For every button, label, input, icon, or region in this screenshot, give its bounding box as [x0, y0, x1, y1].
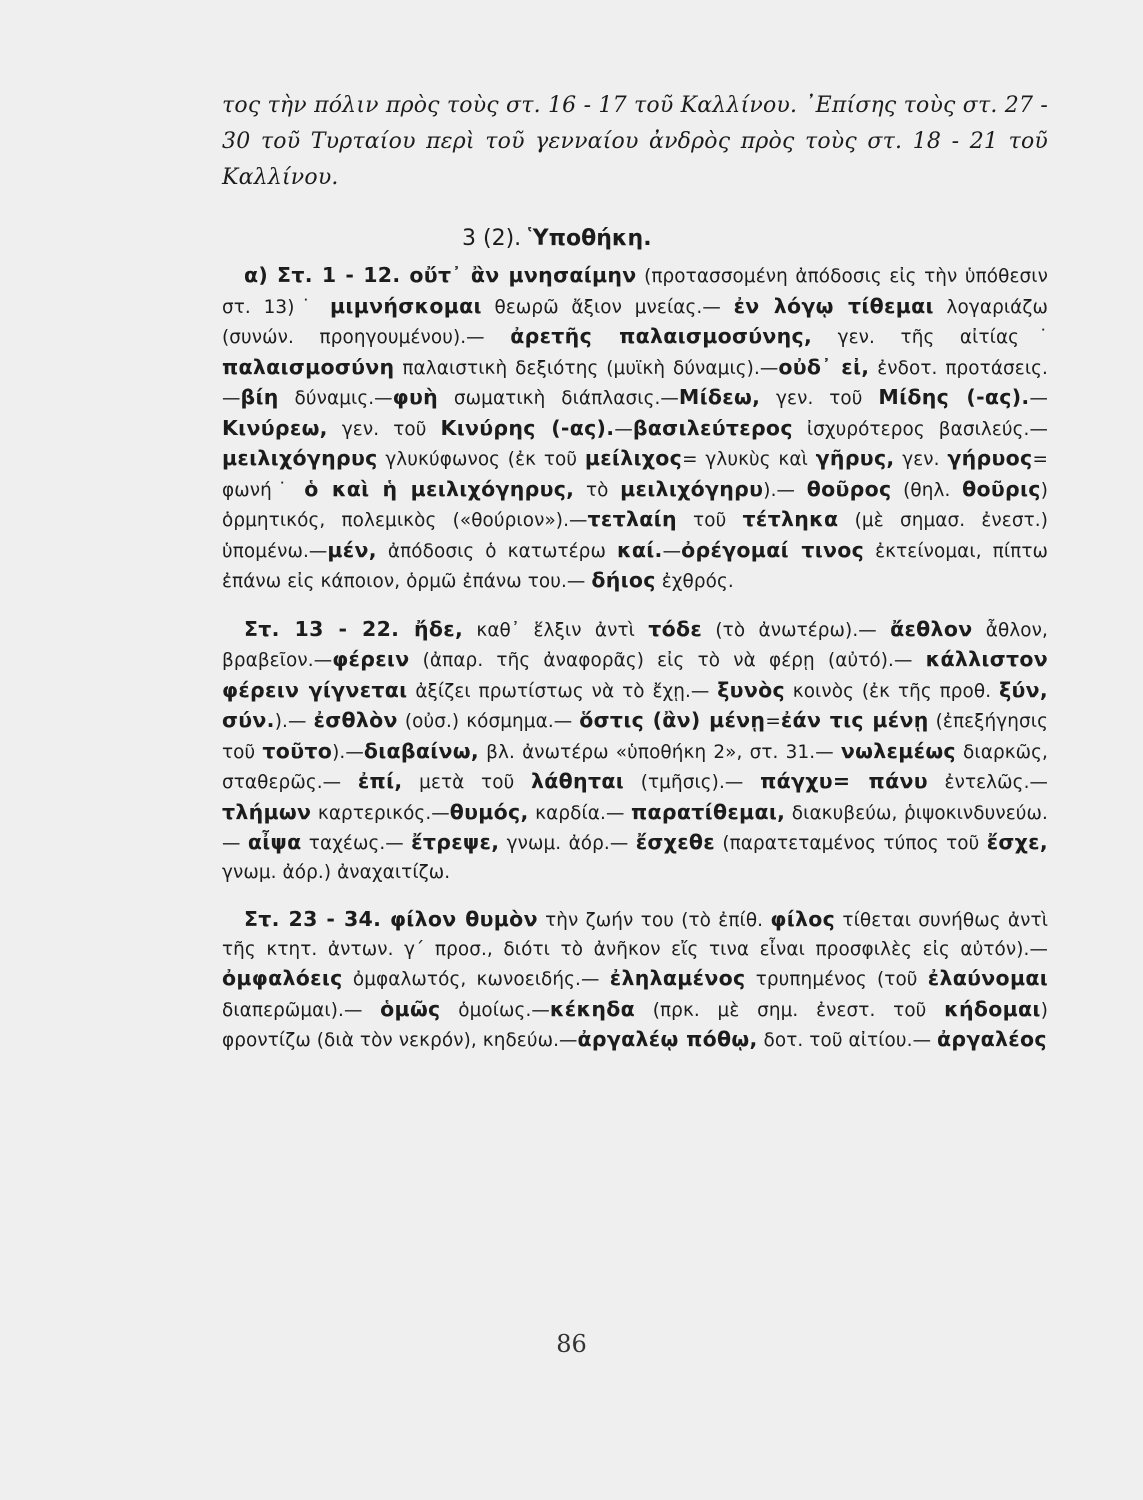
term: θοῦρις	[962, 476, 1041, 501]
gloss: ) φροντίζω (διὰ τὸν νεκρόν), κηδεύω.—	[222, 999, 1049, 1051]
term: φίλος	[770, 907, 836, 931]
term: ξυνὸς	[717, 677, 785, 702]
term: ὀρέγομαί τινος	[681, 537, 865, 562]
gloss: γνωμ. ἀόρ.) ἀναχαιτίζω.	[222, 861, 451, 883]
gloss: μετὰ τοῦ	[402, 772, 532, 793]
gloss: διαρκῶς, σταθερῶς.—	[222, 741, 1048, 793]
page-number: 86	[556, 1330, 587, 1358]
gloss: βλ. ἀνωτέρω «ὑποθήκη 2», στ. 31.—	[479, 741, 841, 763]
gloss: καθ᾿ ἕλξιν ἀντὶ	[463, 619, 649, 641]
term: ἔσχεθε	[635, 830, 716, 854]
gloss: ) ὁρμητικός, πολεμικὸς («θούριον»).—	[222, 479, 1048, 531]
gloss: καρτερικός.—	[311, 802, 450, 824]
section-heading	[222, 226, 1048, 251]
gloss: παλαιστικὴ δεξιότης (μυϊκὴ δύναμις).—	[394, 357, 779, 379]
gloss: = φωνή˙	[222, 449, 1048, 501]
gloss: (τμῆσις).—	[624, 772, 761, 793]
gloss: —	[1029, 388, 1049, 409]
gloss: (πρκ. μὲ σημ. ἐνεστ. τοῦ	[635, 999, 945, 1021]
gloss: λογαριάζω (συνών. προηγουμένου).—	[222, 296, 1048, 348]
gloss: δύναμις.—	[278, 388, 393, 409]
gloss: γεν. τοῦ	[327, 418, 441, 440]
gloss: (μὲ σημασ. ἐνεστ.) ὑπομένω.—	[222, 510, 1048, 562]
term: θυμός,	[449, 799, 529, 824]
text-block	[222, 88, 1048, 1056]
term: ἐάν τις μένῃ	[780, 708, 929, 732]
term: κέκηδα	[549, 996, 636, 1021]
term: μείλιχος	[584, 446, 683, 470]
term: φέρειν	[332, 647, 410, 671]
term: δήιος	[591, 568, 656, 592]
term: ὁ καὶ ἡ μειλιχόγηρυς,	[304, 476, 575, 501]
gloss: ταχέως.—	[301, 833, 412, 854]
intro-paragraph: τος τὴν πόλιν πρὸς τοὺς στ. 16 - 17 τοῦ Καλλίνου. ᾿Επίσης τοὺς στ. 27 - 30 τοῦ Τυρταίου περὶ τοῦ γενναίου ἀνδρὸς πρὸς τοὺς στ. 18 - 21 τοῦ Καλλίνου.	[222, 93, 1048, 190]
term: παλαισμοσύνη	[222, 354, 395, 379]
term: τέτληκα	[742, 507, 839, 531]
term: ἀργαλέος	[937, 1027, 1047, 1051]
term: Κινύρεω,	[222, 415, 328, 440]
gloss: (οὐσ.) κόσμημα.—	[397, 711, 580, 732]
gloss: καρδία.—	[528, 802, 632, 824]
term: φυὴ	[392, 385, 439, 409]
term: Στ. 23 - 34. φίλον θυμὸν	[244, 907, 538, 931]
gloss: (ἀπαρ. τῆς ἀναφορᾶς) εἰς τὸ νὰ φέρῃ (αὐτό).—	[409, 650, 926, 671]
gloss: γεν. τῆς αἰτίας˙	[812, 327, 1048, 348]
term: πάγχυ= πάνυ	[760, 769, 928, 793]
term: αἶψα	[247, 830, 302, 854]
term: κάλλιστον φέρειν γίγνεται	[222, 647, 1048, 702]
term: ὅστις (ἂν) μένῃ	[579, 708, 766, 732]
term: θοῦρος	[806, 476, 892, 501]
gloss: —	[614, 418, 633, 440]
term: ἀργαλέῳ πόθῳ,	[577, 1027, 758, 1051]
gloss: τρυπημένος (τοῦ	[745, 969, 928, 990]
gloss: σωματικὴ διάπλασις.—	[438, 388, 679, 409]
gloss: (ἐπεξήγησις τοῦ	[222, 711, 1049, 763]
term: Στ. 13 - 22. ἤδε,	[244, 616, 464, 641]
term: μειλιχόγηρυς	[222, 446, 378, 470]
gloss: ἆθλον, βραβεῖον.—	[222, 619, 1048, 671]
term: ἐν λόγῳ τίθεμαι	[733, 293, 934, 318]
commentary-paragraph-2	[222, 615, 1048, 888]
commentary-paragraph-1	[222, 261, 1048, 597]
term: νωλεμέως	[840, 738, 956, 763]
term: ἐπί,	[357, 769, 403, 793]
term: οὐδ᾿ εἰ,	[778, 354, 870, 379]
term: διαβαίνω,	[363, 738, 479, 763]
commentary-paragraph-3	[222, 905, 1048, 1056]
gloss: =	[765, 711, 781, 732]
term: ξύν, σύν.	[222, 677, 1048, 732]
term: Μίδεω,	[678, 385, 761, 409]
gloss: γεν.	[894, 449, 948, 470]
term: γῆρυς,	[815, 446, 895, 470]
gloss: = γλυκὺς καὶ	[682, 449, 816, 470]
term: ἐλαύνομαι	[927, 966, 1048, 990]
section-title: Ὑποθήκη.	[528, 226, 652, 251]
gloss: γεν. τοῦ	[760, 388, 879, 409]
term: βασιλεύτερος	[632, 415, 793, 440]
term: Κινύρης (-ας).	[440, 415, 615, 440]
gloss: ἐχθρός.	[655, 571, 734, 592]
term: ἀρετῆς παλαισμοσύνης,	[510, 324, 813, 348]
gloss: διαπερῶμαι).—	[222, 999, 381, 1021]
term: κήδομαι	[944, 996, 1041, 1021]
gloss: τὴν ζωήν του (τὸ ἐπίθ.	[537, 910, 771, 931]
gloss: κοινὸς (ἐκ τῆς προθ.	[784, 680, 1000, 702]
gloss: διακυβεύω, ῥιψοκινδυνεύω.—	[222, 802, 1048, 854]
gloss: ἀξίζει πρωτίστως νὰ τὸ ἔχῃ.—	[407, 680, 718, 702]
gloss: ὁμοίως.—	[440, 999, 550, 1021]
term: ἄεθλον	[890, 616, 973, 641]
gloss: ).—	[763, 479, 807, 501]
gloss: ὀμφαλωτός, κωνοειδής.—	[342, 969, 610, 990]
gloss: τίθεται συνήθως ἀντὶ τῆς κτητ. ἀντων. γ΄ προσ., διότι τὸ ἀνῆκον εἴς τινα εἶναι προσφιλὲς εἰς αὐτόν).—	[222, 910, 1049, 960]
term: ἐσθλὸν	[313, 708, 398, 732]
gloss: (θηλ.	[891, 479, 963, 501]
gloss: γνωμ. ἀόρ.—	[499, 833, 636, 854]
gloss: γλυκύφωνος (ἐκ τοῦ	[377, 449, 585, 470]
gloss: ἐντελῶς.—	[927, 772, 1048, 793]
term: βίη	[240, 385, 279, 409]
term: τοῦτο	[262, 738, 333, 763]
term: Μίδης (-ας).	[878, 385, 1030, 409]
term: ἔσχε,	[986, 830, 1048, 854]
gloss: ἀπόδοσις ὁ κατωτέρω	[376, 540, 617, 562]
gloss: ).—	[332, 741, 364, 763]
term: γήρυος	[947, 446, 1033, 470]
term: ἔτρεψε,	[411, 830, 500, 854]
term: καί.	[616, 537, 663, 562]
gloss: —	[662, 540, 682, 562]
gloss: θεωρῶ ἄξιον μνείας.—	[481, 296, 734, 318]
term: τετλαίη	[587, 507, 677, 531]
gloss: (παρατεταμένος τύπος τοῦ	[715, 833, 987, 854]
term: τλήμων	[222, 799, 312, 824]
term: μέν,	[327, 537, 377, 562]
term: ὁμῶς	[380, 996, 441, 1021]
gloss: τὸ	[574, 479, 621, 501]
gloss: τοῦ	[676, 510, 743, 531]
term: παρατίθεμαι,	[631, 799, 786, 824]
term: μιμνήσκομαι	[330, 293, 482, 318]
gloss: δοτ. τοῦ αἰτίου.—	[757, 1030, 938, 1051]
gloss: (τὸ ἀνωτέρω).—	[702, 619, 891, 641]
gloss: (προτασσομένη ἀπόδοσις εἰς τὴν ὑπόθεσιν στ. 13)˙	[222, 266, 1049, 318]
gloss: ἐκτείνομαι, πίπτω ἐπάνω εἰς κάποιον, ὁρμῶ ἐπάνω του.—	[222, 540, 1048, 592]
term: τόδε	[648, 616, 703, 641]
term: μειλιχόγηρυ	[620, 476, 764, 501]
term: α) Στ. 1 - 12. οὔτ᾿ ἂν μνησαίμην	[244, 263, 637, 287]
gloss: ἐνδοτ. προτάσεις.—	[222, 357, 1048, 409]
gloss: ).—	[274, 711, 314, 732]
term: ὀμφαλόεις	[222, 966, 343, 990]
gloss: ἰσχυρότερος βασιλεύς.—	[792, 418, 1048, 440]
term: ἐληλαμένος	[609, 966, 746, 990]
term: λάθηται	[531, 769, 625, 793]
section-number: 3 (2).	[462, 226, 522, 251]
